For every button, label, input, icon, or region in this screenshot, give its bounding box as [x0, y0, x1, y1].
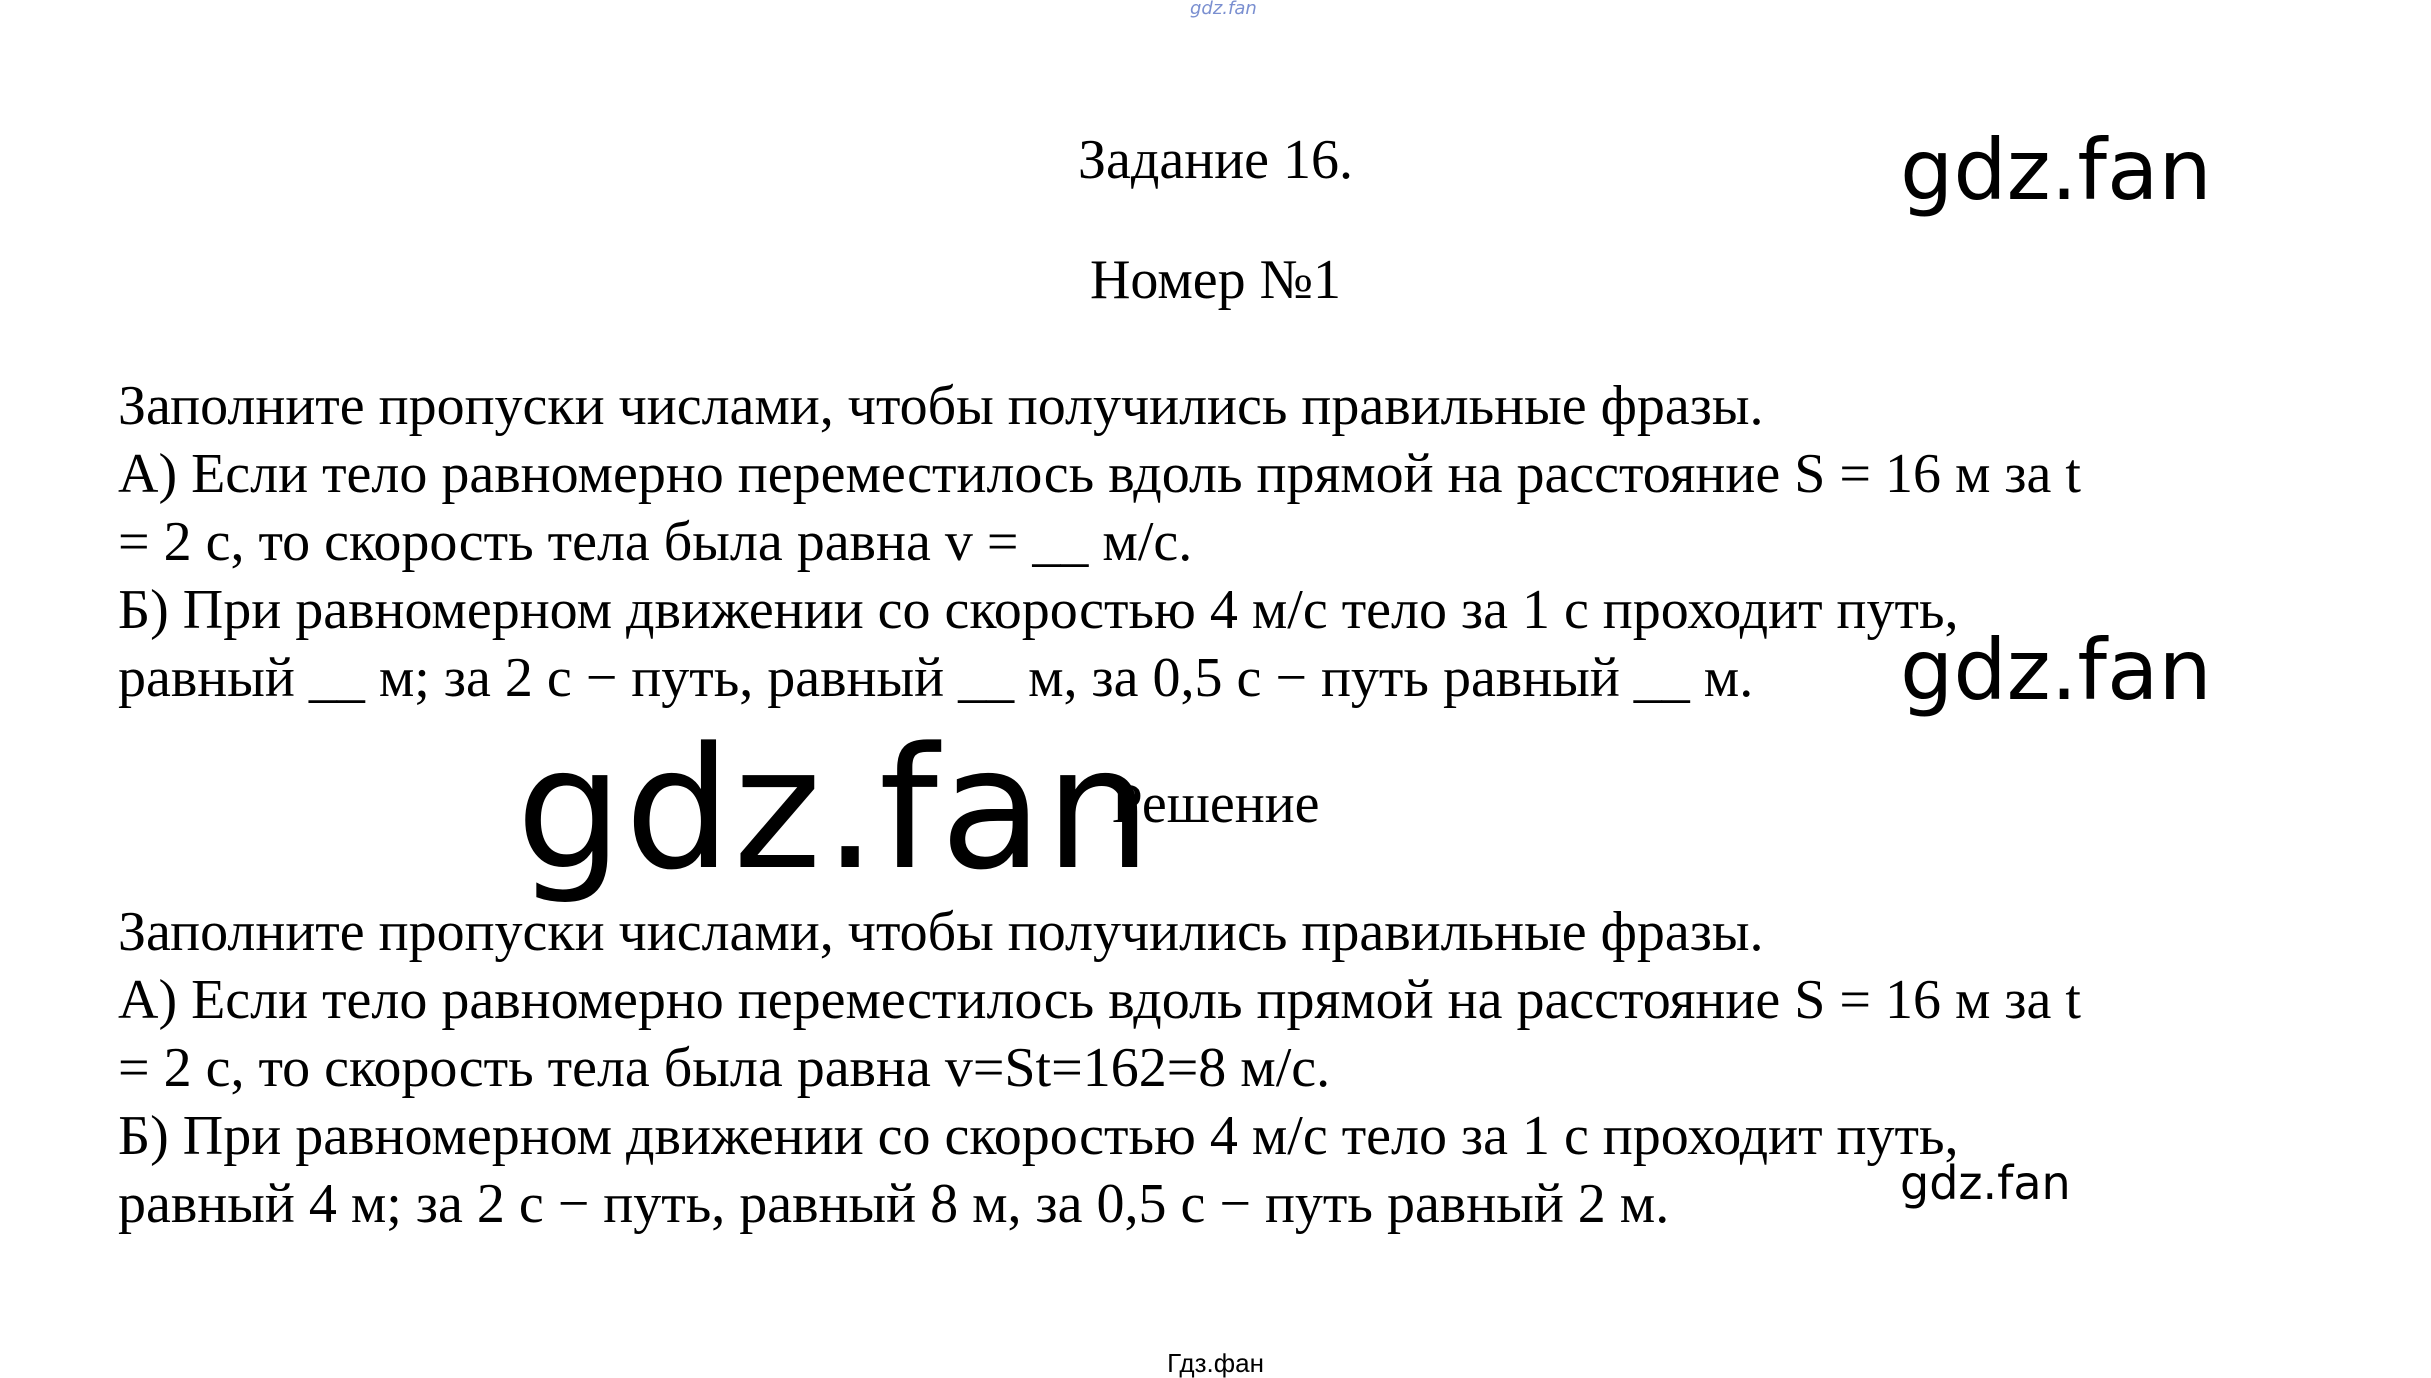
footer-text: Гдз.фан — [1167, 1348, 1264, 1378]
solution-heading: Решение — [1111, 773, 1320, 835]
solution-intro: Заполните пропуски числами, чтобы получились правильные фразы. — [118, 901, 1764, 963]
top-watermark: gdz.fan — [1190, 0, 1257, 19]
problem-line-a2: = 2 с, то скорость тела была равна v = __ м/с. — [118, 511, 1193, 573]
watermark-small-right: gdz.fan — [1900, 1156, 2071, 1210]
problem-line-a1: А) Если тело равномерно переместилось вдоль прямой на расстояние S = 16 м за t — [118, 443, 2081, 505]
problem-line-b2: равный __ м; за 2 с − путь, равный __ м, за 0,5 с − путь равный __ м. — [118, 647, 1754, 709]
solution-line-b1: Б) При равномерном движении со скоростью 4 м/с тело за 1 с проходит путь, — [118, 1105, 1959, 1167]
solution-line-a1: А) Если тело равномерно переместилось вдоль прямой на расстояние S = 16 м за t — [118, 969, 2081, 1031]
solution-line-a2: = 2 с, то скорость тела была равна v=St=162=8 м/с. — [118, 1037, 1331, 1099]
number-title: Номер №1 — [1089, 249, 1342, 311]
watermark-large-center: gdz.fan — [516, 711, 1154, 907]
task-title: Задание 16. — [1077, 129, 1354, 191]
problem-intro: Заполните пропуски числами, чтобы получились правильные фразы. — [118, 375, 1764, 437]
problem-line-b1: Б) При равномерном движении со скоростью 4 м/с тело за 1 с проходит путь, — [118, 579, 1959, 641]
watermark-top-right: gdz.fan — [1900, 121, 2212, 219]
solution-line-b2: равный 4 м; за 2 с − путь, равный 8 м, за 0,5 с − путь равный 2 м. — [118, 1173, 1670, 1235]
watermark-mid-right: gdz.fan — [1900, 621, 2212, 719]
